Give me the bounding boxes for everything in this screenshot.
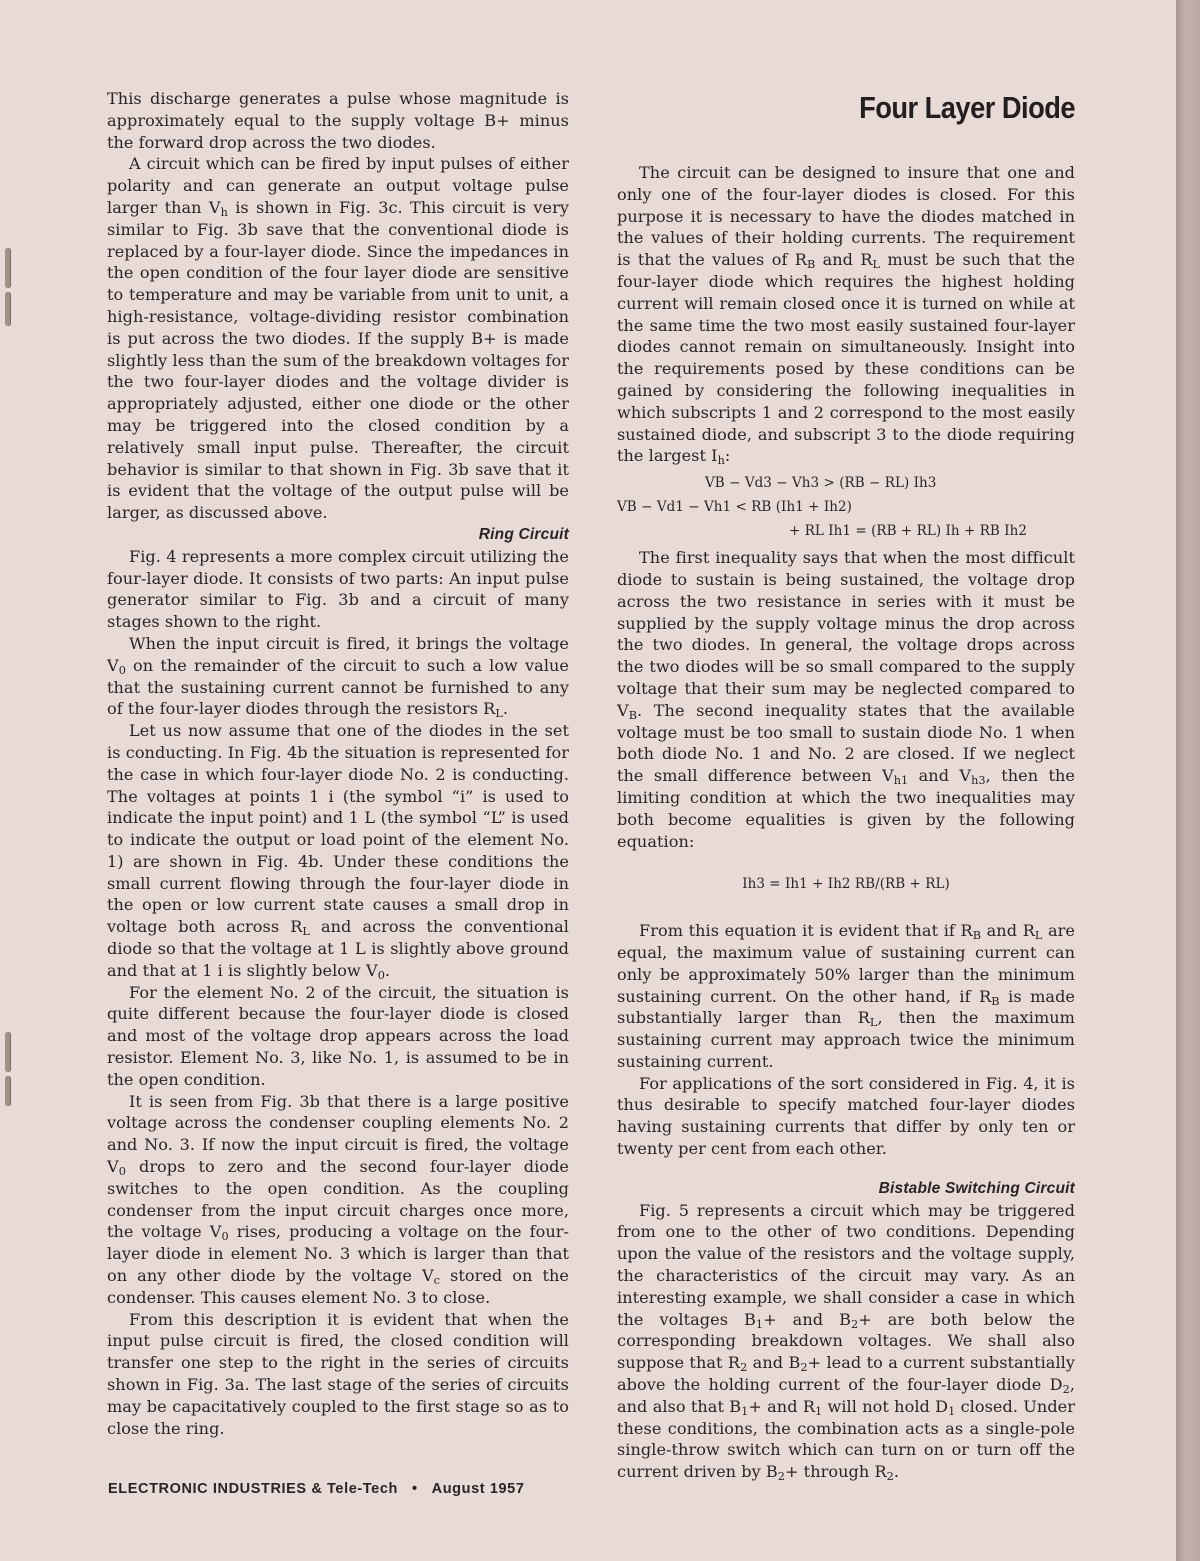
paragraph: From this equation it is evident that if $R_B$ and $R_L$ are equal, the maximum value of sustaining current can only be approximately 50% larger than the minimum sustaining current. On the other hand, if $R_B$ is made substantially larger than $R_L$, then the maximum sustaining current may approach twice the minimum sustaining current. bbox=[617, 921, 1075, 1071]
left-column bbox=[107, 88, 569, 1439]
page-title: Four Layer Diode bbox=[859, 90, 1075, 125]
equation: + RL Ih1 = (RB + RL) Ih + RB Ih2 bbox=[789, 523, 1027, 540]
staple-mark bbox=[5, 292, 10, 326]
staple-mark bbox=[5, 1076, 10, 1106]
paragraph: Fig. 4 represents a more complex circuit utilizing the four-layer diode. It consists of two parts: An input pulse generator similar to Fig. 3b and a circuit of many stages shown to the right. bbox=[107, 546, 569, 632]
paragraph: For applications of the sort considered in Fig. 4, it is thus desirable to specify matched four-layer diodes having sustaining currents that differ by only ten or twenty per cent from each other. bbox=[617, 1073, 1075, 1159]
paragraph: The first inequality says that when the most difficult diode to sustain is being sustained, the voltage drop across the two resistance in series with it must be supplied by the supply voltage minus the drop across the two diodes. In general, the voltage drops across the two diodes will be so small compared to the supply voltage that their sum may be neglected compared to $V_B$. The second inequality states that the available voltage must be too small to sustain diode No. 1 when both diode No. 1 and No. 2 are closed. If we neglect the small difference between $V_{h1}$ and $V_{h3}$, then the limiting condition at which the two inequalities may both become equalities is given by the following equation: bbox=[617, 548, 1075, 851]
paragraph: A circuit which can be fired by input pulses of either polarity and can generate an output voltage pulse larger than $V_h$ is shown in Fig. 3c. This circuit is very similar to Fig. 3b save that the conventional diode is replaced by a four-layer diode. Since the impedances in the open condition of the four layer diode are sensitive to temperature and may be variable from unit to unit, a high-resistance, voltage-dividing resistor combination is put across the two diodes. If the supply B+ is made slightly less than the sum of the breakdown voltages for the two four-layer diodes and the voltage divider is appropriately adjusted, either one diode or the other may be triggered into the closed condition by a relatively small input pulse. Thereafter, the circuit behavior is similar to that shown in Fig. 3b save that it is evident that the voltage of the output pulse will be larger, as discussed above. bbox=[107, 154, 569, 523]
paragraph: This discharge generates a pulse whose magnitude is approximately equal to the supply voltage B+ minus the forward drop across the two diodes. bbox=[107, 89, 569, 152]
inequalities bbox=[617, 471, 1075, 543]
staple-mark bbox=[5, 1032, 10, 1072]
paragraph: When the input circuit is fired, it brings the voltage $V_0$ on the remainder of the circuit to such a low value that the sustaining current cannot be furnished to any of the four-layer diodes through the resistors $R_L$. bbox=[107, 633, 569, 721]
page-edge bbox=[1176, 0, 1200, 1561]
issue-date: August 1957 bbox=[431, 1481, 525, 1497]
paragraph: Let us now assume that one of the diodes in the set is conducting. In Fig. 4b the situation is represented for the case in which four-layer diode No. 2 is conducting. The voltages at points 1 i (the symbol “i” is used to indicate the input point) and 1 L (the symbol “L” is used to indicate the output or load point of the element No. 1) are shown in Fig. 4b. Under these conditions the small current flowing through the four-layer diode in the open or low current state causes a small drop in voltage both across $R_L$ and across the conventional diode so that the voltage at 1 L is slightly above ground and that at 1 i is slightly below $V_0$. bbox=[107, 721, 569, 982]
section-heading-bistable-switching-circuit: Bistable Switching Circuit bbox=[878, 1179, 1075, 1197]
section-heading-ring-circuit: Ring Circuit bbox=[478, 525, 569, 543]
equation: Ih3 = Ih1 + Ih2 RB/(RB + RL) bbox=[742, 876, 950, 893]
paragraph: For the element No. 2 of the circuit, the situation is quite different because the four-layer diode is closed and most of the voltage drop appears across the load resistor. Element No. 3, like No. 1, is assumed to be in the open condition. bbox=[107, 982, 569, 1089]
publication-name: ELECTRONIC INDUSTRIES & Tele-Tech bbox=[108, 1481, 398, 1497]
footer-separator: • bbox=[411, 1481, 418, 1497]
equation: VB − Vd3 − Vh3 > (RB − RL) Ih3 bbox=[705, 475, 937, 492]
paragraph: It is seen from Fig. 3b that there is a large positive voltage across the condenser coupling elements No. 2 and No. 3. If now the input circuit is fired, the voltage $V_0$ drops to zero and the second four-layer diode switches to the open condition. As the coupling condenser from the input circuit charges once more, the voltage $V_0$ rises, producing a voltage on the four-layer diode in element No. 3 which is larger than that on any other diode by the voltage $V_c$ stored on the condenser. This causes element No. 3 to close. bbox=[107, 1091, 569, 1307]
paragraph: From this description it is evident that when the input pulse circuit is fired, the closed condition will transfer one step to the right in the series of circuits shown in Fig. 3a. The last stage of the series of circuits may be capacitatively coupled to the first stage so as to close the ring. bbox=[107, 1309, 569, 1438]
equation: VB − Vd1 − Vh1 < RB (Ih1 + Ih2) bbox=[617, 499, 852, 516]
paragraph: Fig. 5 represents a circuit which may be triggered from one to the other of two conditions. Depending upon the value of the resistors and the voltage supply, the characteristics of the circuit may vary. As an interesting example, we shall consider a case in which the voltages $B_1+$ and $B_2+$ are both below the corresponding breakdown voltages. We shall also suppose that $R_2$ and $B_2+$ lead to a current substantially above the holding current of the four-layer diode $D_2$, and also that $B_1+$ and $R_1$ will not hold $D_1$ closed. Under these conditions, the combination acts as a single-pole single-throw switch which can turn on or turn off the current driven by $B_2+$ through $R_2$. bbox=[617, 1200, 1076, 1484]
staple-mark bbox=[5, 248, 10, 288]
right-column bbox=[617, 162, 1075, 1483]
paragraph: The circuit can be designed to insure that one and only one of the four-layer diodes is closed. For this purpose it is necessary to have the diodes matched in the values of their holding currents. The requirement is that the values of $R_B$ and $R_L$ must be such that the four-layer diode which requires the highest holding current will remain closed once it is turned on while at the same time the two most easily sustained four-layer diodes cannot remain on simultaneously. Insight into the requirements posed by these conditions can be gained by considering the following inequalities in which subscripts 1 and 2 correspond to the most easily sustained diode, and subscript 3 to the diode requiring the largest $I_h$: bbox=[617, 163, 1075, 468]
page-footer bbox=[108, 1481, 524, 1497]
